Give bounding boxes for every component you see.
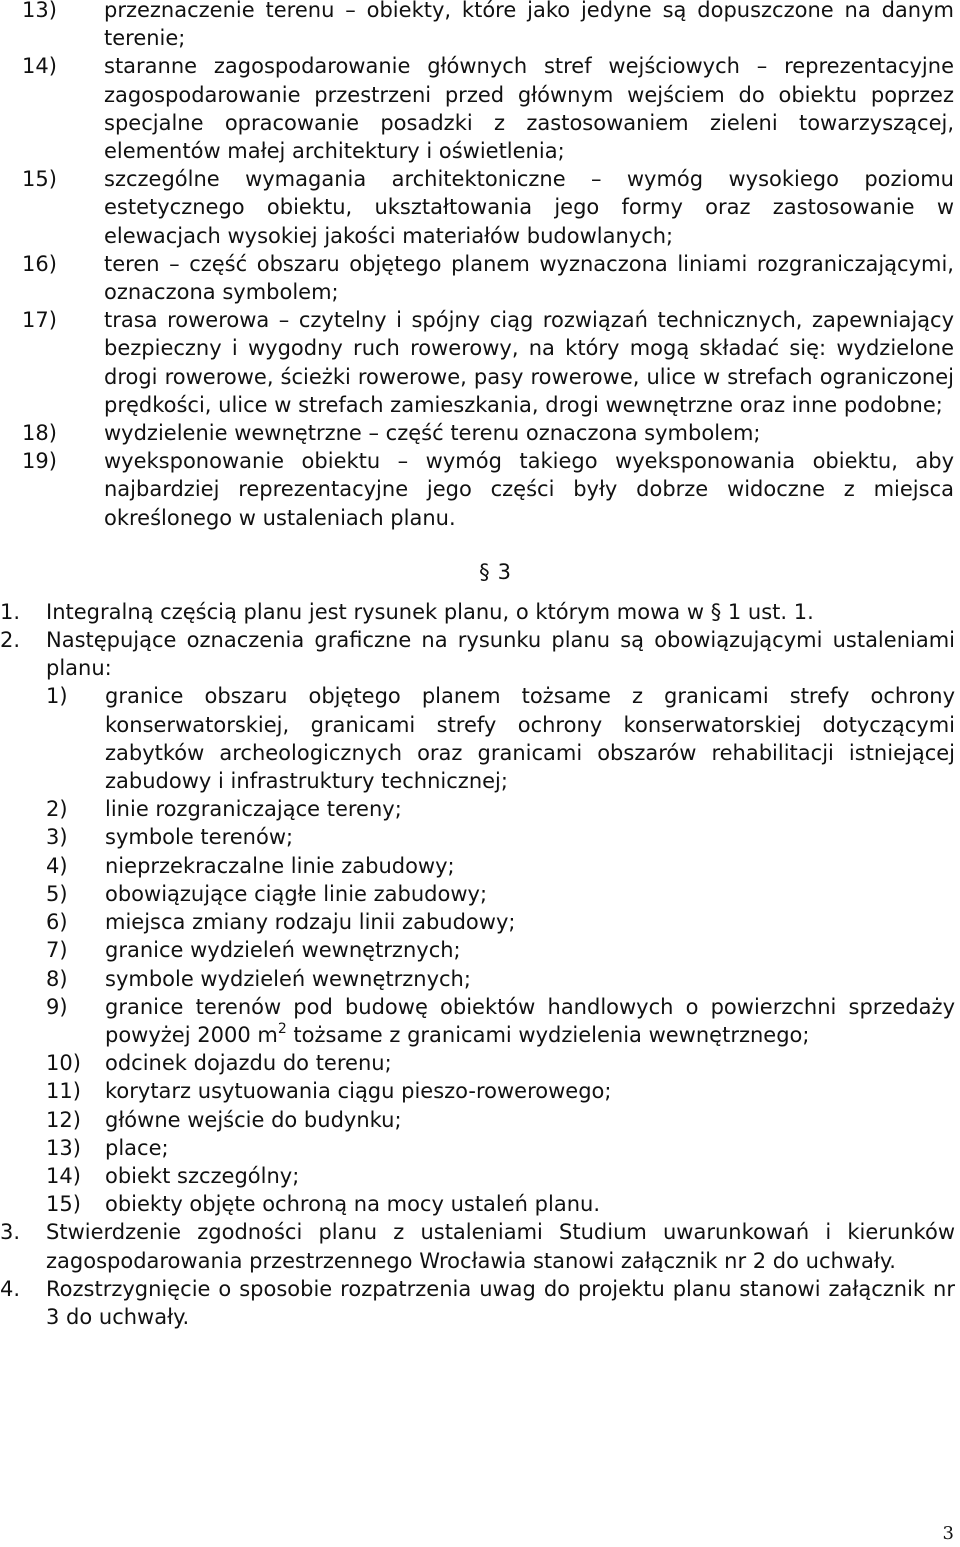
item-text: granice obszaru objętego planem tożsame z granicami strefy ochrony konserwatorskiej, granicami strefy ochrony konserwatorskiej dotyczącymi zabytków archeologicznych oraz granicami obszarów rehabilitacji istniejącej zabudowy i infrastruktury technicznej; <box>105 684 955 794</box>
point-text: Rozstrzygnięcie o sposobie rozpatrzenia uwag do projektu planu stanowi załącznik nr 3 do uchwały. <box>46 1276 955 1329</box>
marking-item <box>0 1049 960 1077</box>
definition-item <box>0 447 960 532</box>
marking-item <box>0 852 960 880</box>
marking-item <box>0 1162 960 1190</box>
markings-list <box>0 682 960 1218</box>
definition-item <box>0 306 960 419</box>
item-text: odcinek dojazdu do terenu; <box>105 1051 392 1076</box>
item-number: 11) <box>46 1079 81 1104</box>
marking-item <box>0 993 960 1049</box>
point-text: Następujące oznaczenia graficzne na rysunku planu są obowiązującymi ustaleniami planu: <box>46 628 955 681</box>
item-text: wyeksponowanie obiektu – wymóg takiego wyeksponowania obiektu, aby najbardziej reprezentacyjne jego części były dobrze widoczne z miejsca określonego w ustaleniach planu. <box>104 449 954 530</box>
item-text: granice wydzieleń wewnętrznych; <box>105 938 461 963</box>
item-number: 5) <box>46 881 68 906</box>
marking-item <box>0 823 960 851</box>
item-text: główne wejście do budynku; <box>105 1107 402 1132</box>
marking-item <box>0 795 960 823</box>
marking-item <box>0 936 960 964</box>
point-3 <box>0 1218 960 1274</box>
item-text: obowiązujące ciągłe linie zabudowy; <box>105 881 488 906</box>
item-number: 1) <box>46 684 68 709</box>
item-text: staranne zagospodarowanie głównych stref wejściowych – reprezentacyjne zagospodarowanie przestrzeni przed głównym wejściem do obiektu poprzez specjalne opracowanie posadzki z zastosowaniem zieleni towarzyszącej, elementów małej architektury i oświetlenia; <box>104 54 954 164</box>
definition-item <box>0 419 960 447</box>
item-text: symbole terenów; <box>105 825 294 850</box>
point-text: Stwierdzenie zgodności planu z ustaleniami Studium uwarunkowań i kierunków zagospodarowania przestrzennego Wrocławia stanowi załącznik nr 2 do uchwały. <box>46 1220 955 1273</box>
marking-item <box>0 880 960 908</box>
point-text <box>46 598 960 626</box>
item-text: korytarz usytuowania ciągu pieszo-rowerowego; <box>105 1079 612 1104</box>
item-number: 8) <box>46 966 68 991</box>
section-heading <box>30 552 960 592</box>
definition-item <box>0 0 960 52</box>
item-number: 14) <box>46 1163 81 1188</box>
section-reference-link[interactable]: § 1 ust. 1. <box>710 599 814 624</box>
definition-item <box>0 165 960 250</box>
point-1 <box>0 598 960 626</box>
item-text: szczególne wymagania architektoniczne – wymóg wysokiego poziomu estetycznego obiektu, ukształtowania jego formy oraz zastosowanie w elewacjach wysokiej jakości materiałów budowlanych; <box>104 167 954 248</box>
definition-item <box>0 52 960 165</box>
item-number: 13) <box>46 1135 81 1160</box>
item-number: 10) <box>46 1051 81 1076</box>
item-text: symbole wydzieleń wewnętrznych; <box>105 966 471 991</box>
marking-item <box>0 1134 960 1162</box>
item-number: 13) <box>22 0 57 22</box>
item-text: obiekt szczególny; <box>105 1163 300 1188</box>
marking-item <box>0 908 960 936</box>
item-number: 3) <box>46 825 68 850</box>
section-number: 3 <box>497 559 511 584</box>
item-text: trasa rowerowa – czytelny i spójny ciąg rozwiązań technicznych, zapewniający bezpieczny i wygodny ruch rowerowy, na który mogą składać się: wydzielone drogi rowerowe, ścieżki rowerowe, pasy rowerowe, ulice w strefach ograniczonej prędkości, ulice w strefach zamieszkania, drogi wewnętrzne oraz inne podobne; <box>104 308 954 417</box>
item-text: teren – część obszaru objętego planem wyznaczona liniami rozgraniczającymi, oznaczona symbolem; <box>104 251 954 305</box>
item-text: wydzielenie wewnętrzne – część terenu oznaczona symbolem; <box>104 421 761 446</box>
item-text: place; <box>105 1135 169 1160</box>
marking-item <box>0 965 960 993</box>
item-number: 6) <box>46 910 68 935</box>
item-text-part: tożsame z granicami wydzielenia wewnętrznego; <box>286 1022 810 1047</box>
points-list <box>0 598 960 1331</box>
point-text-part: Integralną częścią planu jest rysunek planu, o którym mowa w <box>46 599 711 624</box>
point-2 <box>0 626 960 682</box>
item-text: przeznaczenie terenu – obiekty, które jako jedyne są dopuszczone na danym terenie; <box>104 0 954 51</box>
item-number: 19) <box>22 449 57 474</box>
superscript-exponent: 2 <box>277 1020 287 1037</box>
item-number: 16) <box>22 251 57 276</box>
marking-item <box>0 1077 960 1105</box>
item-text: obiekty objęte ochroną na mocy ustaleń planu. <box>105 1192 600 1217</box>
page-number: 3 <box>942 1523 954 1544</box>
definitions-list <box>0 0 960 532</box>
item-number: 12) <box>46 1107 81 1132</box>
item-text: miejsca zmiany rodzaju linii zabudowy; <box>105 910 516 935</box>
item-text: nieprzekraczalne linie zabudowy; <box>105 853 455 878</box>
item-number: 15) <box>46 1192 81 1217</box>
item-number: 9) <box>46 994 68 1019</box>
point-number: 2. <box>0 628 21 653</box>
section-symbol: § <box>479 559 490 584</box>
item-text <box>105 993 960 1049</box>
marking-item <box>0 1106 960 1134</box>
point-number: 1. <box>0 599 21 624</box>
item-number: 15) <box>22 167 57 192</box>
marking-item <box>0 682 960 795</box>
item-number: 4) <box>46 853 68 878</box>
item-text: linie rozgraniczające tereny; <box>105 797 402 822</box>
marking-item <box>0 1190 960 1218</box>
item-number: 18) <box>22 421 57 446</box>
item-number: 14) <box>22 54 57 79</box>
item-number: 7) <box>46 938 68 963</box>
point-number: 3. <box>0 1220 21 1245</box>
definition-item <box>0 250 960 306</box>
item-number: 17) <box>22 308 57 333</box>
point-number: 4. <box>0 1276 21 1301</box>
item-number: 2) <box>46 797 68 822</box>
point-4 <box>0 1275 960 1331</box>
item-text-part: granice terenów pod budowę obiektów handlowych o powierzchni sprzedaży powyżej 2000 m <box>105 994 955 1047</box>
